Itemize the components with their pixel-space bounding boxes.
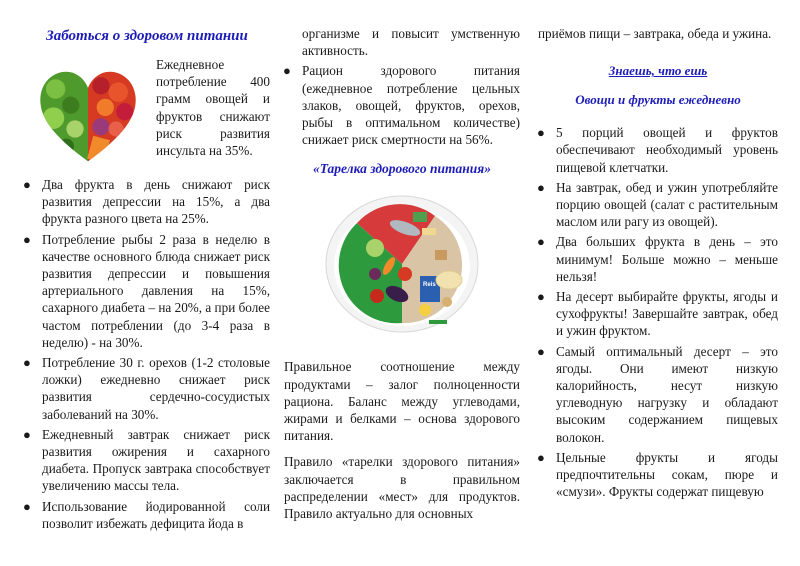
- list-item: ● На завтрак, обед и ужин употребляйте порцию овощей (салат с растительным маслом или рагу из овощей).: [537, 179, 778, 230]
- bullet-icon: ●: [23, 231, 31, 247]
- list-item: ● Рацион здорового питания (ежедневное потребление цельных злаков, овощей, фруктов, орехов, рыбы в оптимальном количестве) снижает риск смертности на 56%.: [283, 63, 520, 148]
- know-what-you-eat-link[interactable]: Знаешь, что ешь: [608, 63, 708, 79]
- bullet-icon: ●: [537, 343, 545, 359]
- bullet-icon: ●: [537, 179, 545, 195]
- list-item: ● Два фрукта в день снижают риск развития депрессии на 15%, а два фрукта разного цвета на 25%.: [23, 177, 270, 227]
- list-item: ● На десерт выбирайте фрукты, ягоды и сухофрукты! Завершайте завтрак, обед и ужин фруктом.: [537, 289, 778, 339]
- healthy-plate-image: [317, 186, 487, 336]
- bullet-icon: ●: [537, 449, 545, 465]
- column-3: [538, 0, 778, 503]
- intro-block: [24, 56, 270, 170]
- bullet-icon: ●: [23, 177, 31, 192]
- svg-text:Reis: Reis: [423, 282, 436, 289]
- fruits-list: [534, 124, 778, 500]
- page-heading: Заботься о здоровом питании: [46, 28, 248, 44]
- list-item: ● 5 порций овощей и фруктов обеспечивают необходимый уровень пищевой клетчатки.: [537, 125, 778, 175]
- plate-paragraph-2: Правило «тарелки здорового питания» заключается в правильном распределении «мест» для продуктов. Правило актуально для основных: [284, 454, 520, 522]
- bullet-icon: ●: [537, 125, 545, 141]
- list-item: ● Использование йодированной соли позволит избежать дефицита йода в: [23, 498, 270, 531]
- column-2: [284, 0, 520, 522]
- column-1: [24, 0, 270, 535]
- list-item: ● Потребление 30 г. орехов (1-2 столовые ложки) ежедневно снижает риск развития сердечно-сосудистых заболеваний на 30%.: [23, 355, 270, 422]
- bullet-icon: ●: [537, 234, 545, 250]
- list-item: ● Ежедневный завтрак снижает риск развития ожирения и сахарного диабета. Пропуск завтрака способствует увеличению массы тела.: [23, 426, 270, 494]
- continued-text: организме и повысит умственную активность.: [302, 26, 520, 59]
- bullet-icon: ●: [23, 498, 31, 514]
- plate-paragraph-1: Правильное соотношение между продуктами – залог полноценности рациона. Баланс между углеводами, жирами и белками – основа здорового питания.: [284, 359, 520, 444]
- bullet-icon: ●: [283, 63, 291, 79]
- list-item: ● Потребление рыбы 2 раза в неделю в качестве основного блюда снижает риск развития депрессии и повышения артериального давления на 15%, сахарного диабета – на 20%, а при более частом потреблении (до 3-4 раза в неделю) - на 30%.: [23, 231, 270, 350]
- continued-text: приёмов пищи – завтрака, обеда и ужина.: [538, 26, 772, 41]
- facts-list: [20, 176, 270, 532]
- section-subheading: Овощи и фрукты ежедневно: [575, 92, 741, 108]
- bullet-icon: ●: [23, 355, 31, 371]
- list-item: ● Самый оптимальный десерт – это ягоды. Они имеют низкую калорийность, несут низкую углеводную нагрузку и обладают высоким содержанием пищевых волокон.: [537, 343, 778, 445]
- diet-list: [280, 62, 520, 148]
- bullet-icon: ●: [23, 426, 31, 442]
- list-item: ● Цельные фрукты и ягоды предпочтительны сокам, пюре и «смузи». Фрукты содержат пищевую: [537, 449, 778, 500]
- list-item: ● Два больших фрукта в день – это минимум! Больше можно – меньше нельзя!: [537, 234, 778, 284]
- bullet-icon: ●: [537, 289, 545, 305]
- vegetable-heart-image: [34, 62, 142, 170]
- intro-text: Ежедневное потребление 400 грамм овощей и фруктов снижают риск развития инсульта на 35%.: [156, 57, 270, 159]
- plate-heading: «Тарелка здорового питания»: [313, 161, 491, 177]
